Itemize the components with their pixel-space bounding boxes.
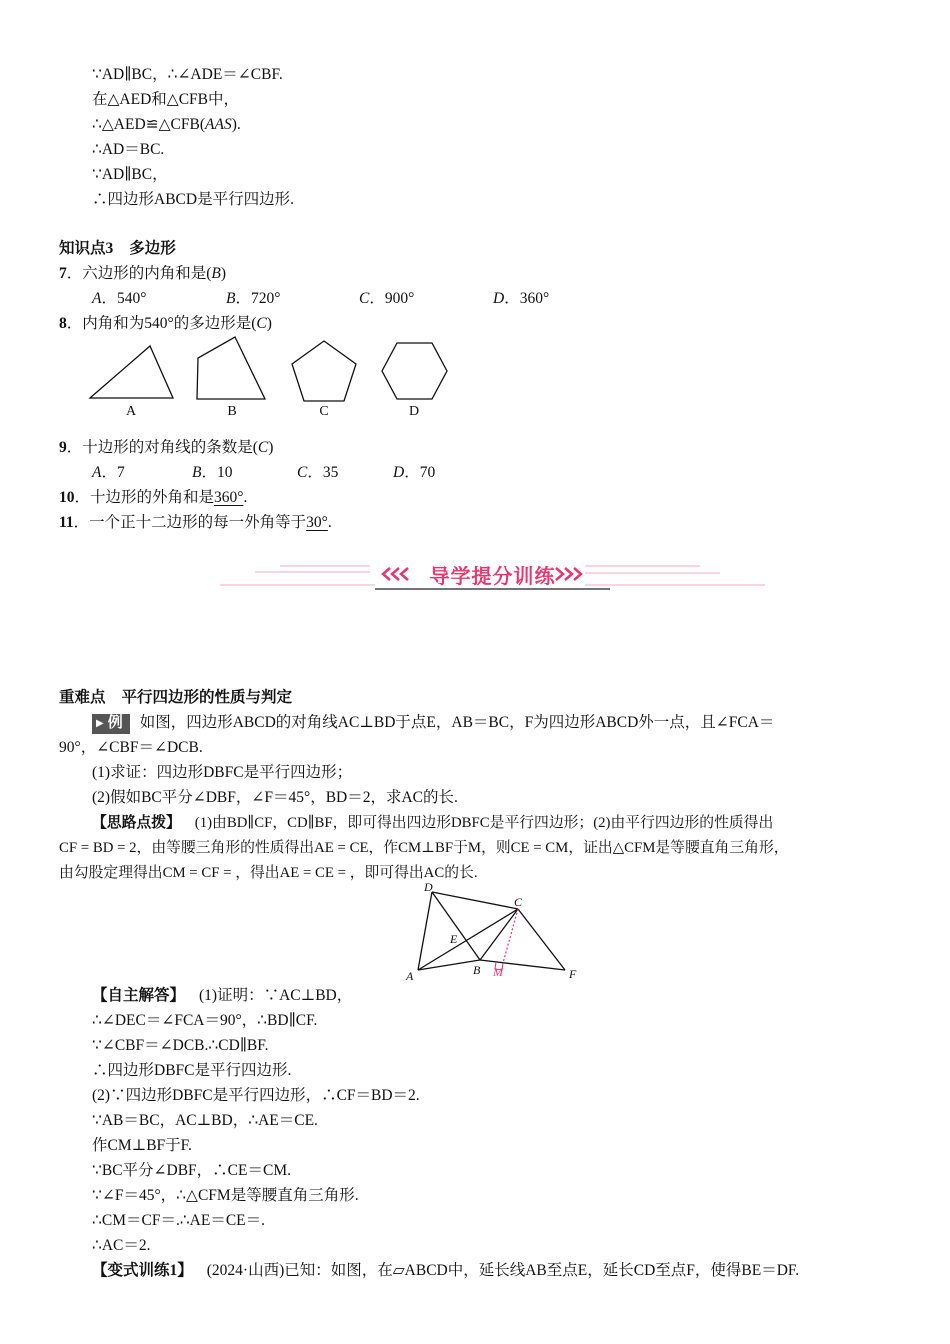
- section-label: 知识点3: [59, 240, 114, 257]
- key-point-title: 平行四边形的性质与判定: [121, 689, 293, 706]
- example-part-2: (2)假如BC平分∠DBF，∠F＝45°，BD＝2，求AC的长.: [92, 789, 458, 806]
- question-text: ．六边形的内角和是(: [66, 265, 212, 282]
- option-text: ．900°: [369, 290, 415, 307]
- question-text: ．十边形的对角线的条数是(: [66, 439, 258, 456]
- shape-label-c: C: [319, 404, 329, 419]
- example-part-1: (1)求证：四边形DBFC是平行四边形；: [92, 764, 353, 781]
- proof-line: [92, 115, 241, 135]
- option-b: [226, 289, 280, 309]
- question-number: 8: [59, 315, 67, 332]
- solution-line: ∴∠DEC＝∠FCA＝90°，∴BD∥CF.: [92, 1012, 318, 1029]
- section-banner: [220, 556, 765, 596]
- question-text: ．十边形的外角和是: [74, 489, 215, 506]
- question-answer: 360°: [214, 489, 244, 506]
- proof-text-suffix: ).: [231, 116, 241, 133]
- option-letter: C: [359, 290, 370, 307]
- example-badge: [92, 714, 130, 734]
- question-7: [59, 264, 226, 284]
- point-label-m: M: [493, 965, 503, 979]
- shape-label-d: D: [408, 404, 420, 419]
- hint-line-1: [92, 813, 773, 833]
- point-label-b: B: [473, 963, 481, 977]
- option-a: [92, 289, 146, 309]
- option-text: ．70: [404, 464, 436, 481]
- triangle-shape: [90, 346, 173, 398]
- option-letter: C: [297, 464, 308, 481]
- proof-line: ∴四边形ABCD是平行四边形.: [92, 191, 294, 208]
- congruence-criterion: AAS: [205, 116, 232, 133]
- geometry-figure: [400, 878, 590, 988]
- solution-line: (2)∵四边形DBFC是平行四边形，∴CF＝BD＝2.: [92, 1087, 420, 1104]
- question-answer: 30°: [306, 514, 328, 531]
- question-number: 10: [59, 489, 75, 506]
- option-d: [493, 289, 549, 309]
- segment-dc: [432, 892, 518, 909]
- solution-line: 作CM⊥BF于F.: [92, 1137, 192, 1154]
- question-answer: C: [257, 439, 269, 456]
- play-icon: ▶: [96, 718, 104, 729]
- option-c: [297, 463, 338, 483]
- example-line-1: [92, 713, 774, 734]
- question-text: ．一个正十二边形的每一外角等于: [73, 514, 307, 531]
- option-text: ．10: [201, 464, 233, 481]
- solution-line: ∴AC＝2.: [92, 1237, 151, 1254]
- proof-line: ∵AD∥BC，∴∠ADE＝∠CBF.: [92, 66, 283, 83]
- key-point-heading: [59, 688, 292, 708]
- banner-title: 导学提分训练: [429, 564, 556, 588]
- shape-label-a: A: [125, 404, 137, 419]
- point-label-d: D: [424, 880, 433, 894]
- proof-line: ∵AD∥BC，: [92, 166, 168, 183]
- point-label-f: F: [569, 967, 577, 981]
- solution-label: 【自主解答】: [92, 987, 186, 1004]
- proof-text: ∴△AED≌△CFB(: [92, 116, 206, 133]
- option-d: [393, 463, 435, 483]
- solution-line: ∵BC平分∠DBF，∴CE＝CM.: [92, 1162, 291, 1179]
- question-number: 7: [59, 265, 67, 282]
- polygon-figures: [80, 333, 460, 423]
- solution-line: ∵∠CBF＝∠DCB.∴CD∥BF.: [92, 1037, 269, 1054]
- question-text: ．内角和为540°的多边形是(: [66, 315, 257, 332]
- quadrilateral-shape: [197, 337, 265, 399]
- key-point-label: 重难点: [59, 689, 106, 706]
- proof-line: 在△AED和△CFB中，: [92, 91, 239, 108]
- segment-ad: [418, 892, 432, 970]
- option-c: [359, 289, 414, 309]
- hexagon-shape: [382, 343, 447, 399]
- point-label-a: A: [406, 969, 414, 983]
- pentagon-shape: [292, 341, 356, 401]
- segment-cf: [518, 909, 565, 970]
- variant-text: (2024·山西)已知：如图，在▱ABCD中，延长线AB至点E，延长CD至点F，使得BE＝DF.: [206, 1262, 800, 1279]
- section-heading: [59, 239, 176, 259]
- option-text: ．360°: [504, 290, 550, 307]
- shape-label-b: B: [227, 404, 237, 419]
- solution-line: ∵∠F＝45°，∴△CFM是等腰直角三角形.: [92, 1187, 359, 1204]
- question-answer: B: [211, 265, 221, 282]
- question-10: [59, 488, 247, 508]
- option-letter: B: [192, 464, 202, 481]
- solution-text: (1)证明：∵AC⊥BD，: [199, 987, 353, 1004]
- option-b: [192, 463, 232, 483]
- question-number: 11: [59, 514, 74, 531]
- solution-line: ∴CM＝CF＝.∴AE＝CE＝.: [92, 1212, 266, 1229]
- paren-close: ): [220, 265, 227, 282]
- option-text: ．540°: [101, 290, 147, 307]
- solution-line: ∴四边形DBFC是平行四边形.: [92, 1062, 292, 1079]
- option-text: ．7: [101, 464, 125, 481]
- segment-bc: [480, 909, 518, 960]
- option-a: [92, 463, 125, 483]
- point-label-c: C: [514, 895, 523, 909]
- question-number: 9: [59, 439, 67, 456]
- hint-line-2: CF = BD = 2，由等腰三角形的性质得出AE = CE，作CM⊥BF于M，则CE = CM，证出△CFM是等腰直角三角形，: [59, 840, 789, 856]
- question-end: .: [243, 489, 248, 506]
- option-letter: D: [393, 464, 405, 481]
- option-letter: B: [226, 290, 236, 307]
- proof-line: ∴AD＝BC.: [92, 141, 165, 158]
- option-letter: A: [92, 290, 102, 307]
- variant-line: [92, 1261, 799, 1281]
- paren-close: ): [268, 439, 274, 456]
- example-badge-label: 例: [107, 715, 123, 731]
- question-answer: C: [256, 315, 267, 332]
- question-end: .: [327, 514, 332, 531]
- variant-label: 【变式训练1】: [92, 1262, 193, 1279]
- section-title: 多边形: [129, 240, 176, 257]
- segment-db: [432, 892, 480, 960]
- solution-line: ∵AB＝BC，AC⊥BD，∴AE＝CE.: [92, 1112, 318, 1129]
- question-11: [59, 513, 332, 533]
- example-text: 如图，四边形ABCD的对角线AC⊥BD于点E，AB＝BC，F为四边形ABCD外一点，且∠FCA＝: [139, 714, 775, 731]
- solution-line-0: [92, 986, 352, 1006]
- question-9: [59, 438, 273, 458]
- option-text: ．720°: [235, 290, 281, 307]
- question-8: [59, 314, 272, 334]
- hint-label: 【思路点拨】: [92, 815, 181, 831]
- example-line-2: 90°，∠CBF＝∠DCB.: [59, 739, 203, 756]
- option-text: ．35: [307, 464, 339, 481]
- option-letter: D: [493, 290, 505, 307]
- option-letter: A: [92, 464, 102, 481]
- paren-close: ): [266, 315, 272, 332]
- point-label-e: E: [450, 932, 458, 946]
- hint-line-3: 由勾股定理得出CM = CF = ，得出AE = CE = ，即可得出AC的长.: [59, 865, 478, 881]
- hint-text: (1)由BD∥CF，CD∥BF，即可得出四边形DBFC是平行四边形；(2)由平行四边形的性质得出: [194, 815, 774, 831]
